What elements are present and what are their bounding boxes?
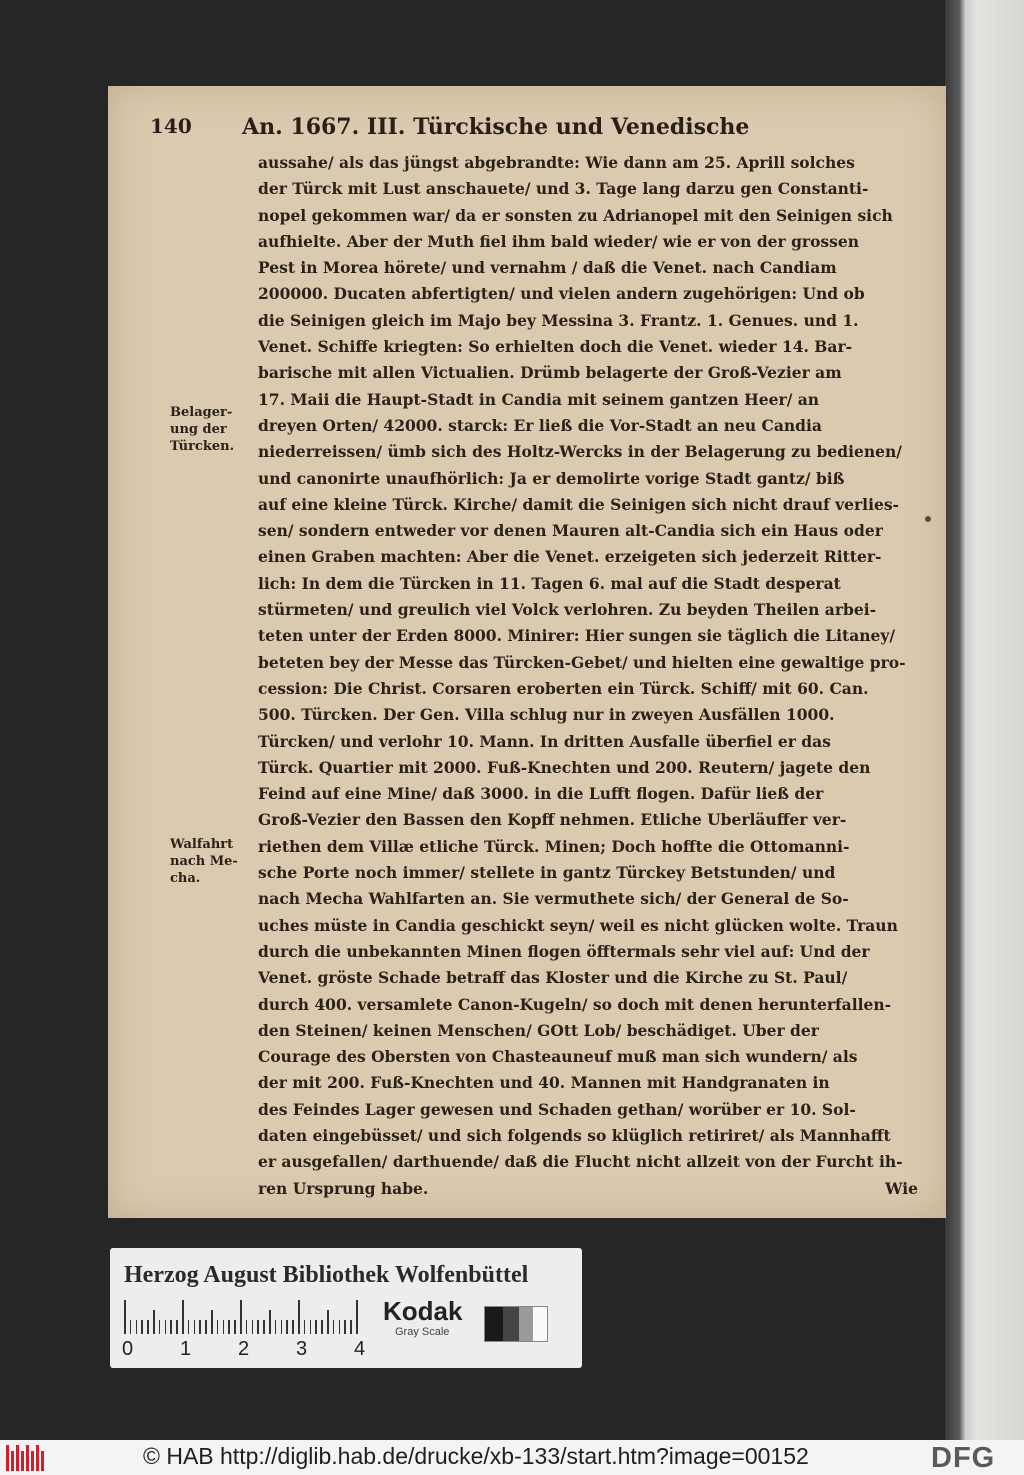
ruler-tick bbox=[252, 1320, 254, 1334]
gray-scale-swatches bbox=[484, 1306, 548, 1342]
logo-bar bbox=[36, 1445, 39, 1471]
ruler-tick bbox=[281, 1320, 283, 1334]
ruler-tick bbox=[257, 1320, 259, 1334]
adjacent-page-edge bbox=[945, 0, 1024, 1440]
logo-bar bbox=[31, 1451, 34, 1471]
ruler-numbers bbox=[122, 1338, 382, 1362]
margin-note-line: Türcken. bbox=[170, 439, 235, 454]
text-line: Groß-Vezier den Bassen den Kopff nehmen. Etliche Uberläuffer ver- bbox=[258, 810, 847, 830]
text-line: niederreissen/ ümb sich des Holtz-Wercks in der Belagerung zu bedienen/ bbox=[258, 442, 902, 462]
catchword-line bbox=[258, 1176, 918, 1202]
ruler-tick bbox=[315, 1320, 317, 1334]
ruler-tick bbox=[194, 1320, 196, 1334]
ruler-tick bbox=[188, 1320, 190, 1334]
ruler-tick bbox=[327, 1310, 329, 1334]
ruler-tick bbox=[339, 1320, 341, 1334]
text-line: aussahe/ als das jüngst abgebrandte: Wie dann am 25. Aprill solches bbox=[258, 153, 855, 172]
logo-bar bbox=[6, 1445, 9, 1471]
dfg-logo: DFG bbox=[931, 1442, 996, 1474]
ruler-number: 3 bbox=[296, 1338, 308, 1360]
ruler-tick bbox=[159, 1320, 161, 1334]
text-line: beteten bey der Messe das Türcken-Gebet/ und hielten eine gewaltige pro- bbox=[258, 652, 906, 672]
ruler-tick bbox=[234, 1320, 236, 1334]
ruler-tick bbox=[292, 1320, 294, 1334]
text-line: teten unter der Erden 8000. Minirer: Hier sungen sie täglich die Litaney/ bbox=[258, 626, 896, 646]
gray-scale-label: Gray Scale bbox=[395, 1326, 450, 1338]
margin-note-walfahrt bbox=[170, 836, 250, 887]
ruler-tick bbox=[182, 1300, 184, 1334]
ruler-tick bbox=[205, 1320, 207, 1334]
margin-note-line: nach Me- bbox=[170, 854, 238, 869]
text-line: 200000. Ducaten abfertigten/ und vielen andern zugehörigen: Und ob bbox=[258, 284, 865, 304]
text-line: riethen dem Villæ etliche Türck. Minen; Doch hoffte die Ottomanni- bbox=[258, 836, 850, 856]
ruler-tick bbox=[286, 1320, 288, 1334]
logo-bar bbox=[26, 1445, 29, 1471]
text-line: Feind auf eine Mine/ daß 3000. in die Lufft flogen. Dafür ließ der bbox=[258, 784, 824, 804]
text-line: er ausgefallen/ darthuende/ daß die Flucht nicht allzeit von der Furcht ih- bbox=[258, 1152, 903, 1172]
ruler-number: 1 bbox=[180, 1338, 192, 1360]
text-line: einen Graben machten: Aber die Venet. erzeigeten sich jederzeit Ritter- bbox=[258, 547, 882, 567]
ruler-tick bbox=[263, 1320, 265, 1334]
ruler-tick bbox=[223, 1320, 225, 1334]
text-line: der Türck mit Lust anschauete/ und 3. Tage lang darzu gen Constanti- bbox=[258, 179, 869, 199]
ruler-tick bbox=[124, 1300, 126, 1334]
catchword: Wie bbox=[885, 1178, 918, 1198]
page-number: 140 bbox=[150, 114, 192, 138]
logo-bar bbox=[11, 1451, 14, 1471]
margin-note-belagerung bbox=[170, 404, 250, 455]
logo-bar bbox=[16, 1445, 19, 1471]
text-line: durch die unbekannten Minen flogen öfftermals sehr viel auf: Und der bbox=[258, 941, 870, 961]
footer-bar bbox=[0, 1440, 1024, 1475]
scale-ruler bbox=[124, 1298, 374, 1334]
text-line: stürmeten/ und greulich viel Volck verlohren. Zu beyden Theilen arbei- bbox=[258, 600, 877, 620]
text-line: lich: In dem die Türcken in 11. Tagen 6. mal auf die Stadt desperat bbox=[258, 573, 841, 593]
ruler-number: 2 bbox=[238, 1338, 250, 1360]
ruler-tick bbox=[141, 1320, 143, 1334]
logo-bar bbox=[21, 1451, 24, 1471]
ruler-tick bbox=[130, 1320, 132, 1334]
ruler-number: 0 bbox=[122, 1338, 134, 1360]
text-line: des Feindes Lager gewesen und Schaden gethan/ worüber er 10. Sol- bbox=[258, 1099, 856, 1119]
logo-bar bbox=[41, 1451, 44, 1471]
footer-copyright-link[interactable]: © HAB http://diglib.hab.de/drucke/xb-133/start.htm?image=00152 bbox=[143, 1443, 809, 1469]
text-line: daten eingebüsset/ und sich folgends so klüglich retiriret/ als Mannhafft bbox=[258, 1125, 891, 1145]
text-line: Pest in Morea hörete/ und vernahm / daß die Venet. nach Candiam bbox=[258, 258, 837, 278]
text-line: nach Mecha Wahlfarten an. Sie vermuthete sich/ der General de So- bbox=[258, 889, 849, 909]
library-label-card bbox=[110, 1248, 582, 1368]
body-text bbox=[258, 150, 918, 1202]
text-line: dreyen Orten/ 42000. starck: Er ließ die Vor-Stadt an neu Candia bbox=[258, 415, 822, 435]
ruler-tick bbox=[269, 1310, 271, 1334]
margin-note-line: Walfahrt bbox=[170, 837, 234, 852]
kodak-logo: Kodak bbox=[383, 1296, 463, 1326]
ruler-tick bbox=[275, 1320, 277, 1334]
text-line: sen/ sondern entweder vor denen Mauren alt-Candia sich ein Haus oder bbox=[258, 521, 883, 541]
margin-note-line: Belager- bbox=[170, 405, 233, 420]
ruler-tick bbox=[304, 1320, 306, 1334]
text-line: Venet. gröste Schade betraff das Kloster und die Kirche zu St. Paul/ bbox=[258, 968, 848, 988]
text-line: cession: Die Christ. Corsaren eroberten ein Türck. Schiff/ mit 60. Can. bbox=[258, 678, 869, 698]
ruler-tick bbox=[356, 1300, 358, 1334]
hab-logo-icon bbox=[6, 1445, 46, 1471]
text-line: 500. Türcken. Der Gen. Villa schlug nur in zweyen Ausfällen 1000. bbox=[258, 705, 835, 725]
ruler-tick bbox=[136, 1320, 138, 1334]
library-name: Herzog August Bibliothek Wolfenbüttel bbox=[124, 1262, 529, 1288]
running-title: An. 1667. III. Türckische und Venedische bbox=[242, 114, 750, 140]
ruler-tick bbox=[199, 1320, 201, 1334]
ruler-tick bbox=[344, 1320, 346, 1334]
ink-mark bbox=[925, 516, 931, 522]
text-line: Venet. Schiffe kriegten: So erhielten doch die Venet. wieder 14. Bar- bbox=[258, 337, 853, 357]
ruler-tick bbox=[240, 1300, 242, 1334]
ruler-tick bbox=[310, 1320, 312, 1334]
ruler-tick bbox=[176, 1320, 178, 1334]
text-line: Türcken/ und verlohr 10. Mann. In dritten Ausfalle überfiel er das bbox=[258, 731, 831, 751]
text-line: 17. Maii die Haupt-Stadt in Candia mit seinem gantzen Heer/ an bbox=[258, 389, 820, 409]
ruler-number: 4 bbox=[354, 1338, 366, 1360]
ruler-tick bbox=[246, 1320, 248, 1334]
ruler-tick bbox=[228, 1320, 230, 1334]
text-line: Türck. Quartier mit 2000. Fuß-Knechten und 200. Reutern/ jagete den bbox=[258, 757, 871, 777]
text-line: und canonirte unaufhörlich: Ja er demolirte vorige Stadt gantz/ biß bbox=[258, 468, 845, 488]
text-line: der mit 200. Fuß-Knechten und 40. Mannen mit Handgranaten in bbox=[258, 1073, 830, 1093]
text-line: auf eine kleine Türck. Kirche/ damit die Seinigen sich nicht drauf verlies- bbox=[258, 494, 899, 514]
text-line: nopel gekommen war/ da er sonsten zu Adrianopel mit den Seinigen sich bbox=[258, 205, 893, 225]
ruler-tick bbox=[165, 1320, 167, 1334]
ruler-tick bbox=[298, 1300, 300, 1334]
text-line: uches müste in Candia geschickt seyn/ weil es nicht glücken wolte. Traun bbox=[258, 915, 898, 935]
ruler-tick bbox=[170, 1320, 172, 1334]
text-line: die Seinigen gleich im Majo bey Messina 3. Frantz. 1. Genues. und 1. bbox=[258, 310, 859, 330]
text-line: Courage des Obersten von Chasteauneuf muß man sich wundern/ als bbox=[258, 1047, 858, 1067]
page-header bbox=[150, 114, 890, 146]
text-line: den Steinen/ keinen Menschen/ GOtt Lob/ beschädiget. Uber der bbox=[258, 1020, 819, 1040]
text-line: ren Ursprung habe. bbox=[258, 1178, 429, 1198]
text-line: barische mit allen Victualien. Drümb belagerte der Groß-Vezier am bbox=[258, 363, 842, 383]
text-line: aufhielte. Aber der Muth fiel ihm bald wieder/ wie er von der grossen bbox=[258, 231, 860, 251]
margin-note-line: ung der bbox=[170, 422, 227, 437]
ruler-tick bbox=[153, 1310, 155, 1334]
ruler-tick bbox=[211, 1310, 213, 1334]
ruler-tick bbox=[333, 1320, 335, 1334]
margin-note-line: cha. bbox=[170, 871, 201, 886]
ruler-tick bbox=[350, 1320, 352, 1334]
ruler-tick bbox=[147, 1320, 149, 1334]
text-line: sche Porte noch immer/ stellete in gantz Türckey Betstunden/ und bbox=[258, 863, 836, 883]
text-line: durch 400. versamlete Canon-Kugeln/ so doch mit denen herunterfallen- bbox=[258, 994, 892, 1014]
ruler-tick bbox=[321, 1320, 323, 1334]
ruler-tick bbox=[217, 1320, 219, 1334]
